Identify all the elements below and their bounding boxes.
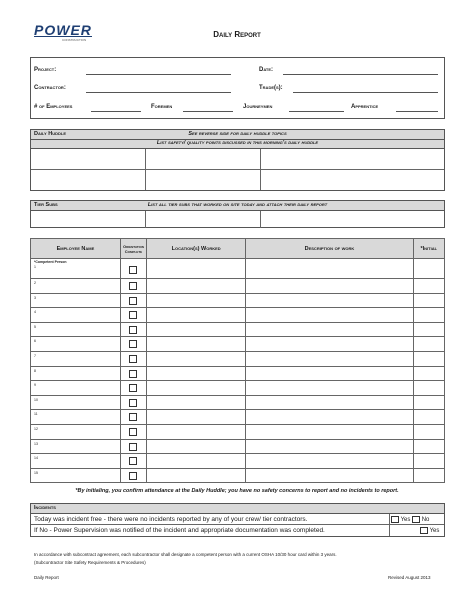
- initial-cell[interactable]: [413, 439, 444, 454]
- row-number: 13: [34, 441, 38, 446]
- daily-huddle-section: [30, 129, 445, 191]
- incidents-row-notified: [31, 525, 444, 536]
- description-cell[interactable]: [246, 259, 413, 279]
- employee-name-cell[interactable]: [31, 439, 121, 454]
- date-label: Date:: [259, 67, 274, 73]
- employees-field[interactable]: [91, 111, 141, 112]
- initial-cell[interactable]: [413, 454, 444, 469]
- table-row: [31, 322, 445, 337]
- initial-cell[interactable]: [413, 424, 444, 439]
- employee-name-cell[interactable]: [31, 351, 121, 366]
- employee-table: [30, 238, 445, 483]
- initial-cell[interactable]: [413, 322, 444, 337]
- employee-name-cell[interactable]: [31, 381, 121, 396]
- description-cell[interactable]: [246, 279, 413, 294]
- location-cell[interactable]: [147, 366, 246, 381]
- orientation-cell: [120, 454, 146, 469]
- yes-label: Yes: [429, 528, 440, 535]
- orientation-checkbox[interactable]: [129, 326, 137, 334]
- col-location: Location(s) Worked: [147, 239, 246, 259]
- description-cell[interactable]: [246, 351, 413, 366]
- location-cell[interactable]: [147, 308, 246, 323]
- row-number: 2: [34, 281, 36, 285]
- tier-subs-instruction: List all tier subs that worked on site today and attach their daily report: [147, 202, 328, 208]
- company-logo: POWER: [34, 22, 92, 38]
- location-cell[interactable]: [147, 381, 246, 396]
- location-cell[interactable]: [147, 395, 246, 410]
- orientation-cell: [120, 322, 146, 337]
- employee-name-cell[interactable]: [31, 424, 121, 439]
- yes-label: Yes: [400, 517, 411, 524]
- logo-tagline: CONSTRUCTION: [62, 38, 87, 42]
- incidents-row-free: [31, 514, 444, 525]
- project-field[interactable]: [86, 74, 231, 75]
- table-row: [31, 468, 445, 483]
- location-cell[interactable]: [147, 351, 246, 366]
- row-number: 1: [34, 265, 36, 269]
- employee-name-cell[interactable]: [31, 308, 121, 323]
- location-cell[interactable]: [147, 454, 246, 469]
- initial-cell[interactable]: [413, 279, 444, 294]
- orientation-checkbox[interactable]: [129, 370, 137, 378]
- orientation-checkbox[interactable]: [129, 355, 137, 363]
- table-row: [31, 439, 445, 454]
- table-row: [31, 279, 445, 294]
- employee-name-cell[interactable]: [31, 366, 121, 381]
- orientation-cell: [120, 468, 146, 483]
- trades-label: Trade(s):: [259, 85, 283, 91]
- table-row: [31, 259, 445, 279]
- col-orientation: Orientation Complete: [120, 239, 146, 259]
- table-row: [31, 381, 445, 396]
- row-number: 7: [34, 353, 36, 358]
- no-label: No: [421, 517, 430, 524]
- incident-free-no-checkbox[interactable]: [412, 516, 420, 523]
- description-cell[interactable]: [246, 381, 413, 396]
- row-number: 12: [34, 426, 38, 431]
- orientation-checkbox[interactable]: [129, 384, 137, 392]
- orientation-checkbox[interactable]: [129, 311, 137, 319]
- description-cell[interactable]: [246, 308, 413, 323]
- foremen-field[interactable]: [183, 111, 233, 112]
- row-number: 3: [34, 295, 36, 300]
- row-number: 8: [34, 368, 36, 373]
- project-info-box: [30, 57, 445, 119]
- incidents-header: Incidents: [31, 504, 444, 514]
- row-number: 10: [34, 397, 38, 402]
- orientation-checkbox[interactable]: [129, 399, 137, 407]
- orientation-checkbox[interactable]: [129, 297, 137, 305]
- employee-table-body: [31, 259, 445, 483]
- initial-cell[interactable]: [413, 468, 444, 483]
- incident-free-answers: [389, 514, 446, 525]
- location-cell[interactable]: [147, 424, 246, 439]
- incident-notified-text: If No - Power Supervision was notified of the incident and appropriate documentation was completed.: [34, 527, 325, 534]
- employee-name-cell[interactable]: [31, 293, 121, 308]
- table-row: [31, 410, 445, 425]
- orientation-checkbox[interactable]: [129, 413, 137, 421]
- orientation-cell: [120, 308, 146, 323]
- incident-notified-answers: [389, 525, 446, 536]
- orientation-cell: [120, 337, 146, 352]
- tier-subs-section: [30, 200, 445, 228]
- description-cell[interactable]: [246, 322, 413, 337]
- table-row: [31, 424, 445, 439]
- orientation-cell: [120, 259, 146, 279]
- foremen-label: Foremen: [151, 104, 173, 110]
- row-number: 11: [34, 412, 38, 417]
- col-description: Description of work: [246, 239, 413, 259]
- date-field[interactable]: [283, 74, 438, 75]
- tier-subs-row[interactable]: [31, 211, 444, 228]
- row-number: 4: [34, 310, 36, 315]
- huddle-row[interactable]: [31, 170, 444, 190]
- table-row: [31, 337, 445, 352]
- description-cell[interactable]: [246, 424, 413, 439]
- incidents-section: [30, 503, 445, 537]
- location-cell[interactable]: [147, 279, 246, 294]
- location-cell[interactable]: [147, 410, 246, 425]
- location-cell[interactable]: [147, 293, 246, 308]
- agreement-line2: (Subcontractor Site Safety Requirements & Procedures): [34, 560, 146, 565]
- initial-cell[interactable]: [413, 293, 444, 308]
- orientation-checkbox[interactable]: [129, 282, 137, 290]
- trades-field[interactable]: [293, 92, 438, 93]
- employee-name-cell[interactable]: [31, 279, 121, 294]
- orientation-cell: [120, 279, 146, 294]
- location-cell[interactable]: [147, 322, 246, 337]
- initial-cell[interactable]: [413, 410, 444, 425]
- employee-name-cell[interactable]: [31, 468, 121, 483]
- contractor-label: Contractor:: [34, 85, 66, 91]
- incident-free-yes-checkbox[interactable]: [391, 516, 399, 523]
- col-initial: *Initial: [413, 239, 444, 259]
- initial-cell[interactable]: [413, 366, 444, 381]
- description-cell[interactable]: [246, 454, 413, 469]
- daily-huddle-header: [31, 130, 444, 140]
- orientation-cell: [120, 395, 146, 410]
- table-row: [31, 308, 445, 323]
- agreement-line1: In accordance with subcontract agreement, each subcontractor shall designate a competent person with a current OSHA 10/30 hour card within 3 years.: [34, 552, 337, 557]
- location-cell[interactable]: [147, 468, 246, 483]
- orientation-cell: [120, 293, 146, 308]
- apprentice-label: Apprentice: [351, 104, 379, 110]
- page-title: Daily Report: [213, 30, 261, 39]
- project-label: Project:: [34, 67, 57, 73]
- orientation-cell: [120, 366, 146, 381]
- huddle-row[interactable]: [31, 149, 444, 170]
- employee-name-cell[interactable]: [31, 410, 121, 425]
- table-row: [31, 351, 445, 366]
- row-number: 6: [34, 339, 36, 344]
- initial-cell[interactable]: [413, 337, 444, 352]
- daily-huddle-instruction: See reverse side for daily huddle topics: [188, 131, 287, 137]
- orientation-checkbox[interactable]: [129, 428, 137, 436]
- orientation-cell: [120, 439, 146, 454]
- orientation-checkbox[interactable]: [129, 340, 137, 348]
- incident-free-text: Today was incident free - there were no incidents reported by any of your crew/ tier contractors.: [34, 516, 308, 523]
- orientation-cell: [120, 381, 146, 396]
- col-employee-name: Employee Name: [31, 239, 121, 259]
- orientation-cell: [120, 351, 146, 366]
- row-number: 9: [34, 383, 36, 388]
- orientation-checkbox[interactable]: [129, 472, 137, 480]
- daily-huddle-label: Daily Huddle: [34, 131, 66, 137]
- table-row: [31, 395, 445, 410]
- contractor-field[interactable]: [86, 92, 231, 93]
- orientation-cell: [120, 424, 146, 439]
- incident-notified-yes-checkbox[interactable]: [420, 527, 428, 534]
- employee-name-cell[interactable]: [31, 322, 121, 337]
- orientation-cell: [120, 410, 146, 425]
- row-number: 15: [34, 470, 38, 475]
- row-number: 5: [34, 324, 36, 329]
- location-cell[interactable]: [147, 439, 246, 454]
- tier-subs-label: Tier Subs: [34, 202, 58, 208]
- journeymen-label: Journeymen: [243, 104, 273, 110]
- description-cell[interactable]: [246, 468, 413, 483]
- description-cell[interactable]: [246, 439, 413, 454]
- competent-person-label: *Competent Person: [34, 260, 67, 264]
- employee-name-cell[interactable]: [31, 395, 121, 410]
- tier-subs-header: [31, 201, 444, 211]
- description-cell[interactable]: [246, 366, 413, 381]
- employee-name-cell[interactable]: [31, 454, 121, 469]
- footer-right: Revised August 2013: [388, 575, 431, 580]
- row-number: 14: [34, 456, 38, 461]
- description-cell[interactable]: [246, 293, 413, 308]
- description-cell[interactable]: [246, 337, 413, 352]
- initial-cell[interactable]: [413, 308, 444, 323]
- orientation-checkbox[interactable]: [129, 443, 137, 451]
- location-cell[interactable]: [147, 337, 246, 352]
- journeymen-field[interactable]: [289, 111, 344, 112]
- initial-cell[interactable]: [413, 259, 444, 279]
- employee-name-cell[interactable]: [31, 259, 121, 279]
- table-row: [31, 366, 445, 381]
- employees-label: # of Employees: [34, 104, 73, 110]
- location-cell[interactable]: [147, 259, 246, 279]
- initial-note: *By initialing, you confirm attendance at the Daily Huddle; you have no safety concerns to report and no incidents to report.: [75, 488, 399, 494]
- footer-left: Daily Report: [34, 575, 59, 580]
- apprentice-field[interactable]: [396, 111, 438, 112]
- description-cell[interactable]: [246, 395, 413, 410]
- orientation-checkbox[interactable]: [129, 266, 137, 274]
- table-row: [31, 293, 445, 308]
- initial-cell[interactable]: [413, 381, 444, 396]
- employee-name-cell[interactable]: [31, 337, 121, 352]
- description-cell[interactable]: [246, 410, 413, 425]
- initial-cell[interactable]: [413, 395, 444, 410]
- table-row: [31, 454, 445, 469]
- orientation-checkbox[interactable]: [129, 457, 137, 465]
- initial-cell[interactable]: [413, 351, 444, 366]
- daily-huddle-subheader: List safety/ quality points discussed in this morning's daily huddle: [31, 140, 444, 149]
